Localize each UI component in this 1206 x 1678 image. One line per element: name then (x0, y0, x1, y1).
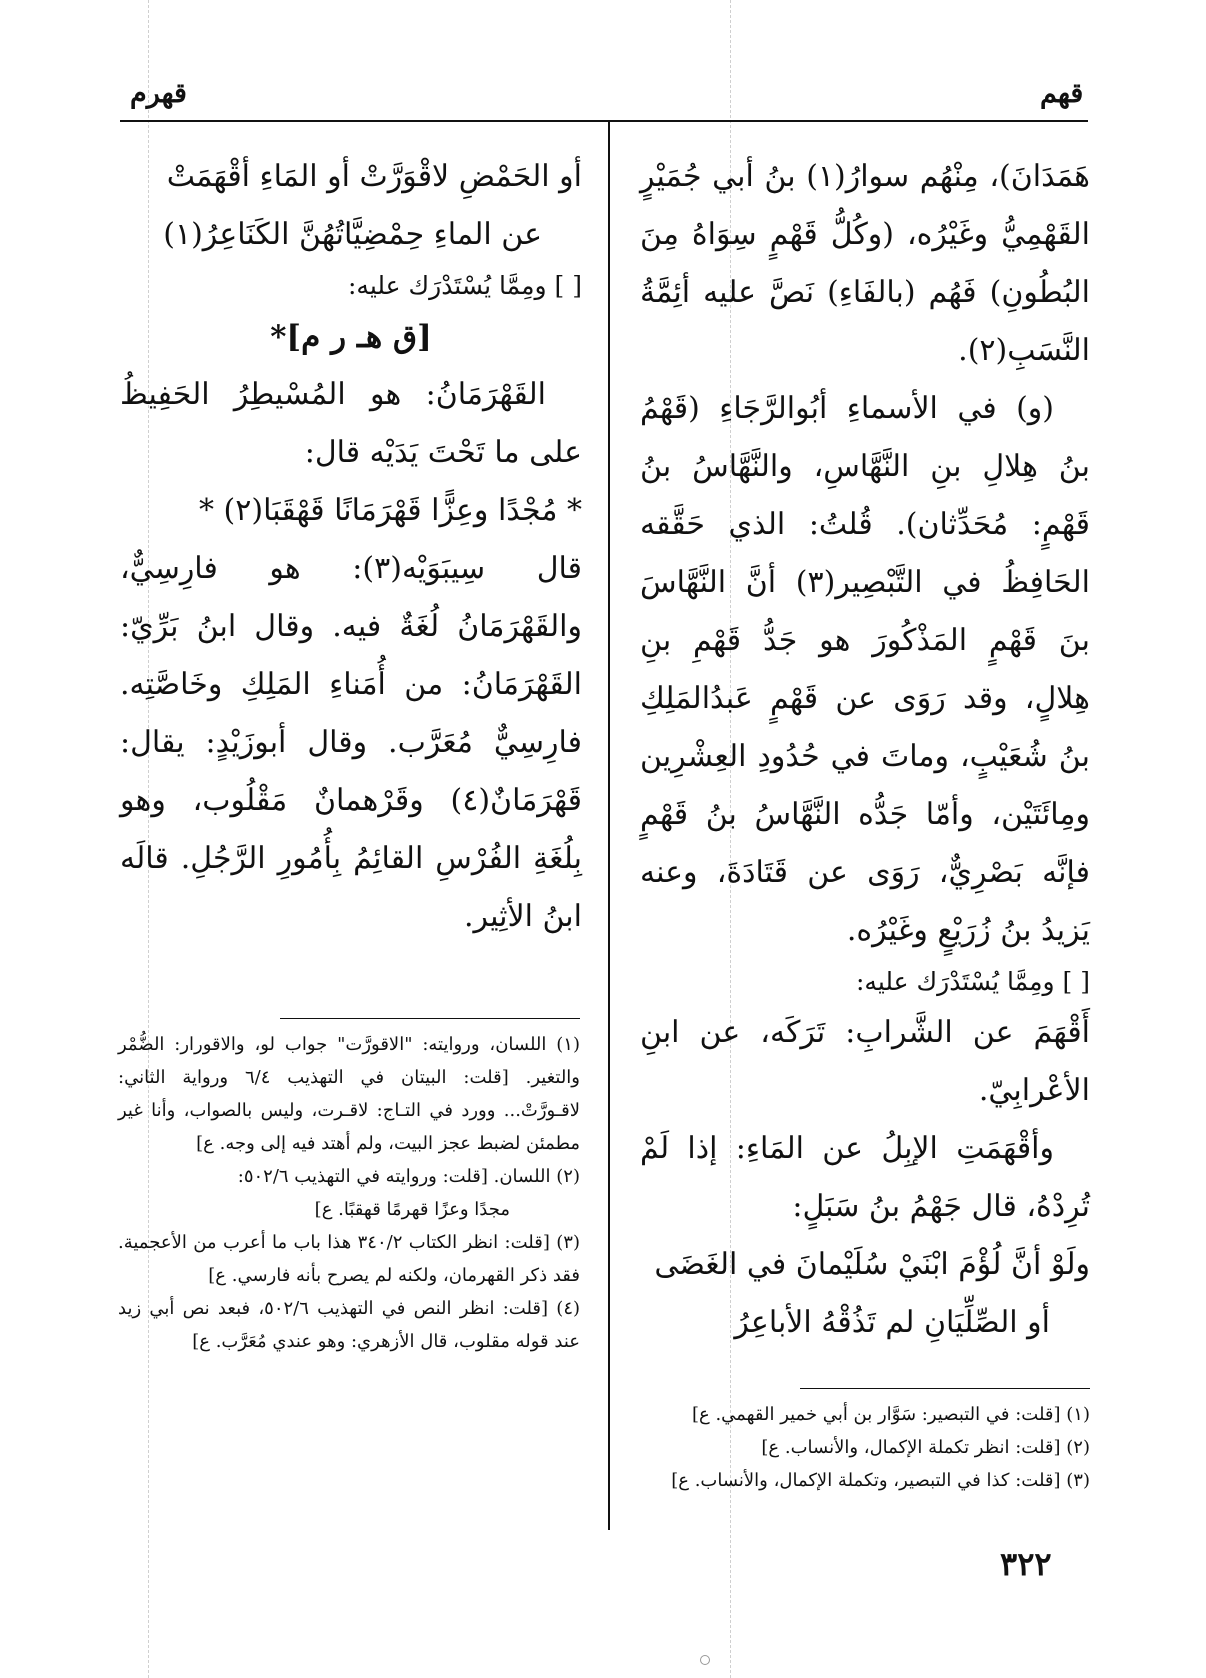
left-column (120, 148, 582, 946)
header-left-word: قهرم (130, 78, 187, 109)
footnote: (٢) اللسان. [قلت: وروايته في التهذيب ٥٠٢/٦: (237, 1166, 580, 1187)
footnote-rule (280, 1018, 580, 1019)
footnote: (٤) [قلت: انظر النص في التهذيب ٥٠٢/٦، فبعد نص أبي زيد عند قوله مقلوب، قال الأزهري: وهو عندي مُعَرَّب. ع] (118, 1298, 581, 1352)
header-rule (120, 120, 1088, 122)
paragraph: القَهْرَمَانُ: هو المُسْيطِرُ الحَفِيظُ على ما تَحْتَ يَدَيْه قال: (120, 377, 582, 470)
paragraph: وأقْهَمَتِ الإبِلُ عن المَاءِ: إذا لَمْ تُرِدْهُ، قال جَهْمُ بنُ سَبَلٍ: (640, 1131, 1090, 1224)
footnote: (١) اللسان، وروايته: "الاقورَّت" جواب لو، والاقورار: الضُّمْر والتغير. [قلت: البيتان في التهذيب ٦/٤ ورواية الثاني: لاقـورَّتْ... وورد في التـاج: لاقـرت، وليس بالصواب، وأنا غير مطمئن لضبط عجز البيت، ولم أهتد فيه إلى وجه. ع] (118, 1034, 580, 1154)
paragraph: أَقْهَمَ عن الشَّرابِ: تَرَكَه، عن ابنِ الأعْرابِيّ. (640, 1015, 1090, 1108)
mustadrak-label: [ ] ومِمَّا يُسْتَدْرَك عليه: (856, 967, 1090, 996)
mustadrak-label: [ ] ومِمَّا يُسْتَدْرَك عليه: (348, 271, 582, 300)
footnote-rule (800, 1388, 1090, 1389)
scan-mark (700, 1655, 710, 1665)
footnote: مجدًا وعزًا قهرمًا قهقبًا. ع] (314, 1199, 510, 1220)
verse-line: أو الصِّلِّيَانِ لم تَذُقْهُ الأباعِرُ (734, 1305, 1050, 1340)
footnote: (٣) [قلت: انظر الكتاب ٣٤٠/٢ هذا باب ما أعرب من الأعجمية. فقد ذكر القهرمان، ولكنه لم يصرح بأنه فارسي. ع] (118, 1232, 580, 1286)
page-number: ٣٢٢ (1000, 1545, 1052, 1583)
paragraph: (و) في الأسماءِ أبُوالرَّجَاءِ (قَهْمُ بنُ هِلالِ بنِ النَّهَّاسِ، والنَّهَّاسُ بنُ قَهْمٍ: مُحَدِّثان). قُلتُ: الذي حَقَّقه الحَافِظُ في التَّبْصِير(٣) أنَّ النَّهَّاسَ بنَ قَهْمٍ المَذْكُورَ هو جَدُّ قَهْمِ بنِ هِلالٍ، وقد رَوَى عن قَهْمٍ عَبدُالمَلِكِ بنُ شُعَيْبٍ، وماتَ في حُدُودِ العِشْرِين ومِائَتَيْن، وأمّا جَدُّه النَّهَّاسُ بنُ قَهْمٍ فإنَّه بَصْرِيٌّ، رَوَى عن قَتَادَةَ، وعنه يَزيدُ بنُ زُرَيْعٍ وغَيْرُه. (640, 391, 1091, 948)
left-footnotes (118, 1028, 580, 1358)
right-footnotes (630, 1398, 1090, 1497)
footnote: (٢) [قلت: انظر تكملة الإكمال، والأنساب. ع] (761, 1437, 1090, 1458)
right-column (640, 148, 1090, 1352)
footnote: (٣) [قلت: كذا في التبصير، وتكملة الإكمال، والأنساب. ع] (671, 1470, 1090, 1491)
paragraph: قال سِيبَوَيْه(٣): هو فارِسِيٌّ، والقَهْرَمَانُ لُغَةٌ فيه. وقال ابنُ بَرِّيّ: القَهْرَمَانُ: من أُمَناءِ المَلِكِ وخَاصَّتِه. فارِسِيٌّ مُعَرَّب. وقال أبوزَيْدٍ: يقال: قَهْرَمَانٌ(٤) وقَرْهمانٌ مَقْلُوب، وهو بِلُغَةِ الفُرْسِ القائِمُ بِأُمُورِ الرَّجُلِ. قالَه ابنُ الأثِير. (120, 551, 582, 934)
verse-line: ولَوْ أنَّ لُؤْمَ ابْنَيْ سُلَيْمانَ في الغَضَى (654, 1247, 1090, 1282)
header-right-word: قهم (1040, 78, 1084, 109)
verse-line: أو الحَمْضِ لاقْوَرَّتْ أو المَاءِ أقْهَمَتْ (166, 159, 582, 194)
verse-line: عن الماءِ حِمْضِيَّاتُهُنَّ الكَنَاعِرُ(١) (163, 217, 542, 252)
footnote: (١) [قلت: في التبصير: سَوَّار بن أبي خمير القهمي. ع] (691, 1404, 1090, 1425)
entry-heading: [ق هـ ر م]* (270, 319, 432, 355)
paragraph: هَمَدَانَ)، مِنْهُم سوارُ(١) بنُ أبي جُمَيْرٍ القَهْمِيُّ وغَيْرُه، (وكُلُّ قَهْمٍ سِوَاهُ مِنَ البُطُونِ) فَهُم (بالفَاءِ) نَصَّ عليه أئِمَّةُ النَّسَبِ(٢). (640, 159, 1090, 368)
poem-line: * مُجْدًا وعِزًّا قَهْرَمَانًا قَهْقَبَا(٢) * (199, 493, 582, 528)
column-divider (608, 122, 610, 1530)
